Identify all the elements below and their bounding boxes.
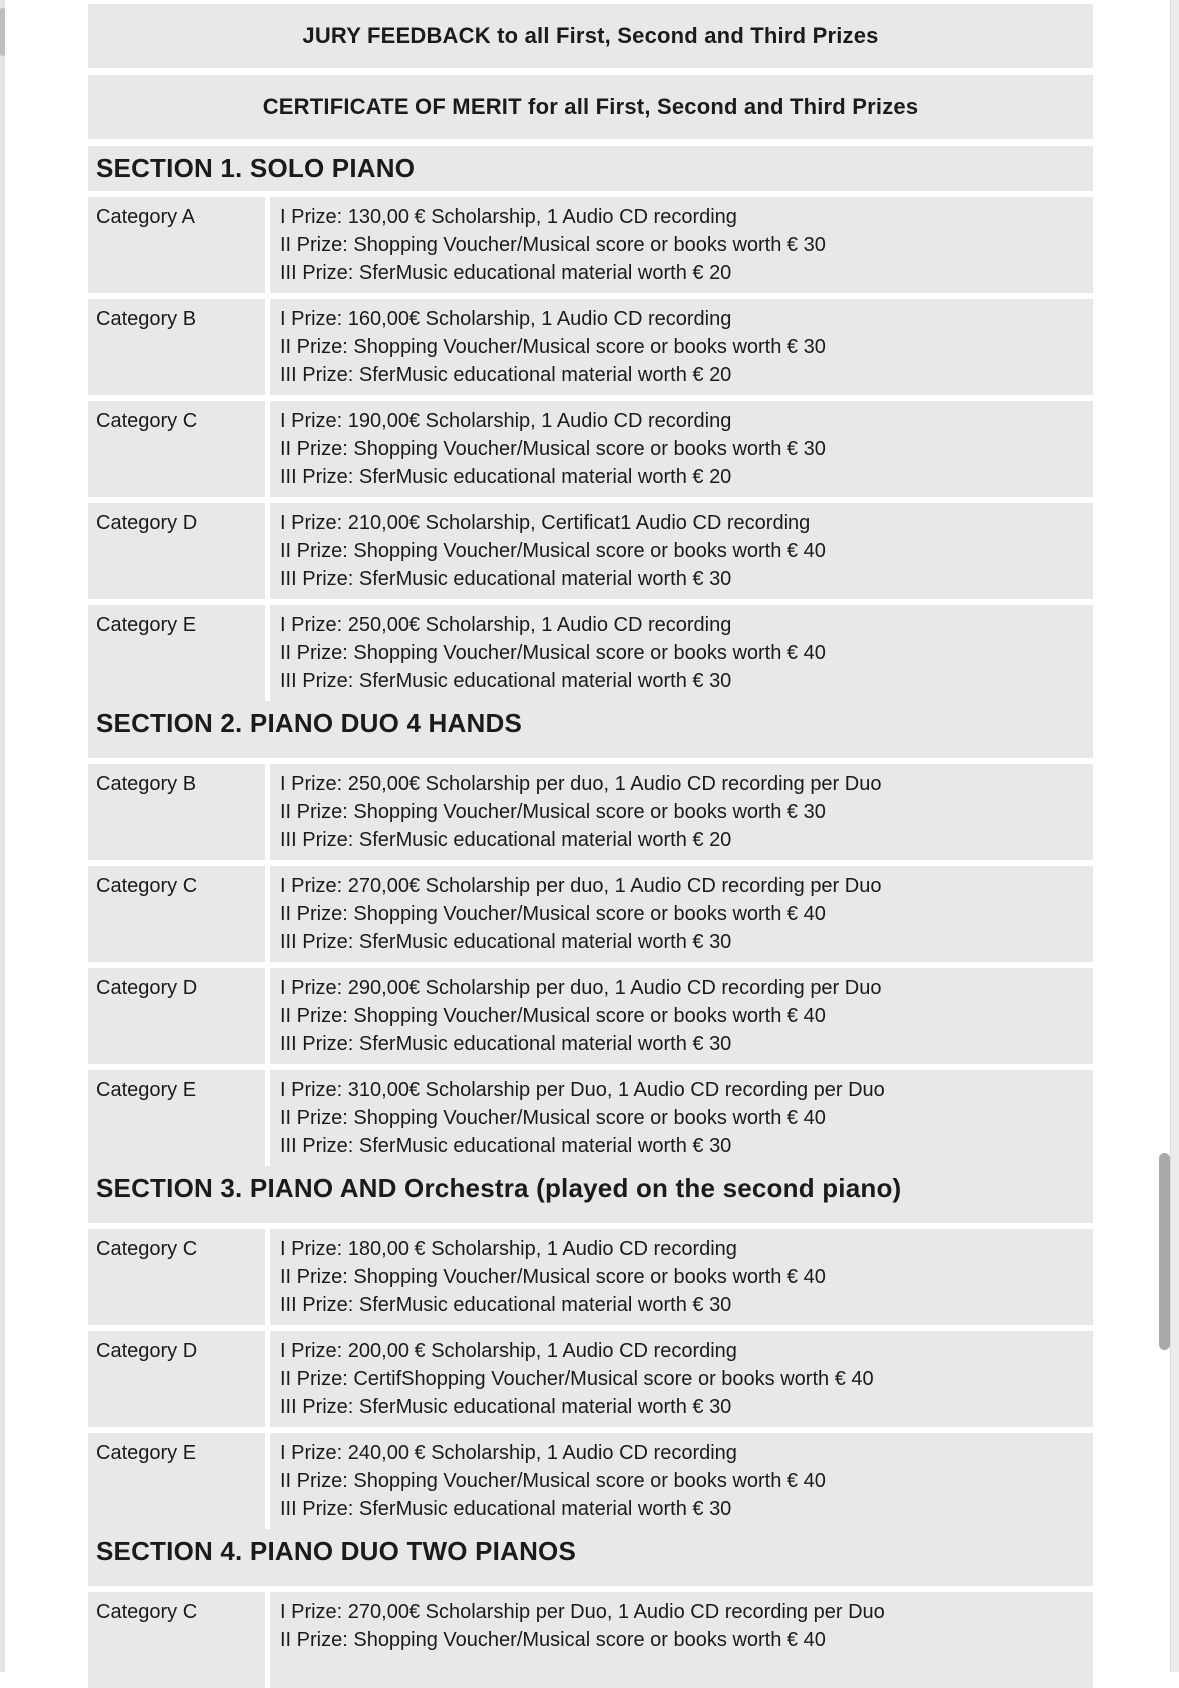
- section: [88, 146, 1093, 701]
- section-rows: [88, 764, 1093, 1166]
- section: [88, 1529, 1093, 1688]
- left-scrollbar-track[interactable]: [0, 0, 5, 1672]
- section-title: SECTION 1. SOLO PIANO: [88, 146, 1093, 191]
- category-label: Category E: [88, 1070, 265, 1166]
- category-row: [88, 1592, 1093, 1688]
- category-label: Category C: [88, 1592, 265, 1688]
- category-label: Category C: [88, 866, 265, 962]
- prize-lines: [270, 866, 1093, 962]
- prize-line: III Prize: SferMusic educational material worth € 30: [280, 1135, 732, 1157]
- prize-lines: [270, 1433, 1093, 1529]
- prize-line: II Prize: Shopping Voucher/Musical score or books worth € 40: [280, 1107, 826, 1129]
- prize-line: I Prize: 130,00 € Scholarship, 1 Audio CD recording: [280, 206, 737, 228]
- prize-lines: [270, 503, 1093, 599]
- category-label: Category A: [88, 197, 265, 293]
- prize-line: III Prize: SferMusic educational material worth € 30: [280, 568, 732, 590]
- category-row: [88, 1070, 1093, 1166]
- category-row: [88, 1229, 1093, 1325]
- category-label: Category B: [88, 764, 265, 860]
- prize-line: II Prize: Shopping Voucher/Musical score or books worth € 40: [280, 1266, 826, 1288]
- section-rows: [88, 1229, 1093, 1529]
- prize-lines: [270, 299, 1093, 395]
- section-rows: [88, 1592, 1093, 1688]
- prize-line: I Prize: 210,00€ Scholarship, Certificat1 Audio CD recording: [280, 512, 811, 534]
- prize-lines: [270, 605, 1093, 701]
- prize-line: III Prize: SferMusic educational material worth € 20: [280, 262, 732, 284]
- category-row: [88, 764, 1093, 860]
- section: [88, 1166, 1093, 1529]
- category-row: [88, 1433, 1093, 1529]
- prize-line: III Prize: SferMusic educational material worth € 20: [280, 466, 732, 488]
- category-label: Category D: [88, 503, 265, 599]
- prize-line: I Prize: 160,00€ Scholarship, 1 Audio CD recording: [280, 308, 732, 330]
- prize-line: I Prize: 250,00€ Scholarship per duo, 1 Audio CD recording per Duo: [280, 773, 882, 795]
- banner-jury-feedback: [88, 4, 1093, 68]
- prize-line: I Prize: 190,00€ Scholarship, 1 Audio CD recording: [280, 410, 732, 432]
- category-row: [88, 503, 1093, 599]
- prize-line: I Prize: 270,00€ Scholarship per Duo, 1 Audio CD recording per Duo: [280, 1601, 885, 1623]
- section: [88, 701, 1093, 1166]
- prize-line: I Prize: 180,00 € Scholarship, 1 Audio CD recording: [280, 1238, 737, 1260]
- prize-line: II Prize: Shopping Voucher/Musical score or books worth € 40: [280, 1005, 826, 1027]
- category-row: [88, 866, 1093, 962]
- prize-line: III Prize: SferMusic educational material worth € 30: [280, 931, 732, 953]
- banner-certificate-of-merit: [88, 75, 1093, 139]
- prize-line: II Prize: Shopping Voucher/Musical score or books worth € 30: [280, 336, 826, 358]
- sections-container: [88, 146, 1093, 1688]
- category-label: Category C: [88, 1229, 265, 1325]
- category-row: [88, 401, 1093, 497]
- category-row: [88, 197, 1093, 293]
- prize-line: III Prize: SferMusic educational material worth € 30: [280, 1396, 732, 1418]
- category-label: Category D: [88, 968, 265, 1064]
- prize-lines: [270, 1592, 1093, 1688]
- left-scrollbar-thumb[interactable]: [0, 8, 5, 56]
- category-label: Category C: [88, 401, 265, 497]
- category-label: Category E: [88, 605, 265, 701]
- prize-line: III Prize: SferMusic educational material worth € 30: [280, 1498, 732, 1520]
- prize-lines: [270, 1229, 1093, 1325]
- prize-lines: [270, 1070, 1093, 1166]
- prize-lines: [270, 197, 1093, 293]
- prize-line: III Prize: SferMusic educational material worth € 30: [280, 1294, 732, 1316]
- section-title: SECTION 3. PIANO AND Orchestra (played on the second piano): [88, 1166, 1093, 1223]
- prize-line: II Prize: Shopping Voucher/Musical score or books worth € 40: [280, 540, 826, 562]
- prize-line: I Prize: 270,00€ Scholarship per duo, 1 Audio CD recording per Duo: [280, 875, 882, 897]
- prize-line: III Prize: SferMusic educational material worth € 30: [280, 1033, 732, 1055]
- prize-lines: [270, 1331, 1093, 1427]
- prize-line: II Prize: Shopping Voucher/Musical score or books worth € 40: [280, 642, 826, 664]
- prize-document: [88, 4, 1093, 1688]
- prize-line: I Prize: 290,00€ Scholarship per duo, 1 Audio CD recording per Duo: [280, 977, 882, 999]
- prize-line: II Prize: Shopping Voucher/Musical score or books worth € 30: [280, 438, 826, 460]
- prize-line: III Prize: SferMusic educational material worth € 30: [280, 670, 732, 692]
- section-title: SECTION 4. PIANO DUO TWO PIANOS: [88, 1529, 1093, 1586]
- category-label: Category B: [88, 299, 265, 395]
- prize-line: II Prize: Shopping Voucher/Musical score or books worth € 40: [280, 1629, 826, 1651]
- category-row: [88, 968, 1093, 1064]
- prize-line: I Prize: 310,00€ Scholarship per Duo, 1 Audio CD recording per Duo: [280, 1079, 885, 1101]
- section-title: SECTION 2. PIANO DUO 4 HANDS: [88, 701, 1093, 758]
- prize-lines: [270, 401, 1093, 497]
- category-row: [88, 1331, 1093, 1427]
- prize-line: III Prize: SferMusic educational material worth € 20: [280, 829, 732, 851]
- prize-lines: [270, 764, 1093, 860]
- scrollbar-track[interactable]: [1170, 0, 1179, 1672]
- prize-line: I Prize: 200,00 € Scholarship, 1 Audio CD recording: [280, 1340, 737, 1362]
- prize-line: I Prize: 250,00€ Scholarship, 1 Audio CD recording: [280, 614, 732, 636]
- section-rows: [88, 197, 1093, 701]
- category-row: [88, 605, 1093, 701]
- prize-line: III Prize: SferMusic educational material worth € 20: [280, 364, 732, 386]
- prize-line: II Prize: Shopping Voucher/Musical score or books worth € 40: [280, 903, 826, 925]
- prize-line: II Prize: Shopping Voucher/Musical score or books worth € 40: [280, 1470, 826, 1492]
- scrollbar-thumb[interactable]: [1159, 1153, 1170, 1350]
- prize-line: I Prize: 240,00 € Scholarship, 1 Audio CD recording: [280, 1442, 737, 1464]
- category-row: [88, 299, 1093, 395]
- category-label: Category D: [88, 1331, 265, 1427]
- banner-certificate-of-merit-text: CERTIFICATE OF MERIT for all First, Second and Third Prizes: [262, 94, 919, 119]
- prize-line: II Prize: Shopping Voucher/Musical score or books worth € 30: [280, 801, 826, 823]
- category-label: Category E: [88, 1433, 265, 1529]
- prize-line: II Prize: Shopping Voucher/Musical score or books worth € 30: [280, 234, 826, 256]
- prize-lines: [270, 968, 1093, 1064]
- prize-line: II Prize: CertifShopping Voucher/Musical score or books worth € 40: [280, 1368, 874, 1390]
- banner-jury-feedback-text: JURY FEEDBACK to all First, Second and Third Prizes: [302, 23, 879, 48]
